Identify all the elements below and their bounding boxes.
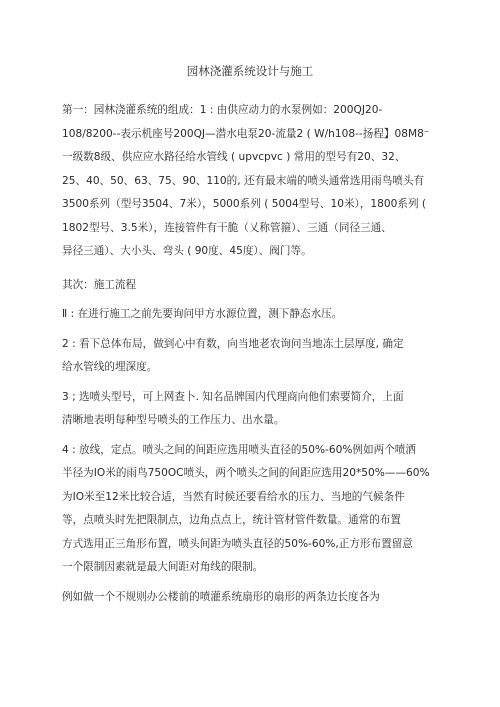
document-body <box>62 99 452 609</box>
text-line: 第一：园林浇灌系统的组成：1 : 由供应动力的水泵例如：200QJ20- <box>62 104 383 116</box>
text-line: 一级数8级、供应应水路径给水管线 ( upvcpvc ) 常用的型号有20、32、 <box>62 151 406 163</box>
paragraph-example <box>62 586 452 610</box>
paragraph-step-2 <box>62 333 452 380</box>
text-line: 等，点喷头时先把限制点，边角点点上，统计管材管件数量。通常的布置 <box>62 514 401 526</box>
text-line: 4 : 放线，定点。喷头之间的间距应选用喷头直径的50%-60%例如两个喷洒 <box>62 443 416 456</box>
text-line: 25、40、50、63、75、90、110的, 还有最末端的喷头通常选用雨鸟喷头有 <box>62 174 425 187</box>
text-line: 异径三通）、大小头、弯头 ( 90度、45度）、阀门等。 <box>62 245 312 257</box>
document-title: 园林浇灌系统设计与施工 <box>186 64 314 78</box>
text-line: Ⅱ : 在进行施工之前先要询问甲方水源位置，测下静态水压。 <box>62 308 343 320</box>
paragraph-step-3 <box>62 386 452 433</box>
text-line: 3 ; 选喷头型号，可上网查卜. 知名品牌国内代理商向他们索要简介，上面 <box>62 390 404 403</box>
paragraph-step-1 <box>62 303 452 327</box>
text-line: 108/8200--表示机座号200QJ—潜水电泵20-流量2 ( W/h108--扬程】08M8⁻ <box>62 127 430 140</box>
text-line: 其次：施工流程 <box>62 278 137 291</box>
text-line: 1802型号、3.5米），连接管件有干脆（乂称管箍）、三通（同径三通、 <box>62 221 392 234</box>
section-heading-construction-process <box>62 274 452 298</box>
text-line: 3500系列（型号3504、7米），5000系列 ( 5004型号、10米），1800系列 ( <box>62 198 427 210</box>
text-line: 半径为IO米的雨鸟750OC喷头，两个喷头之间的间距应选用20*50%——60% <box>62 467 430 479</box>
text-line: 清晰地表明每种型号喷头的工作压力、出水量。 <box>62 414 285 426</box>
text-line: 方式选用正三角形布置，喷头间距为喷头直径的50%-60%,正方形布置留意 <box>62 537 413 550</box>
text-line: 为IO米至12米比较合适，当然有时候还要看给水的压力、当地的气候条件 <box>62 490 405 503</box>
text-line: 例如做一个不规则办公楼前的喷灌系统扇形的扇形的两条边长度各为 <box>62 590 380 603</box>
text-line: 给水管线的埋深度。 <box>62 361 158 373</box>
text-line: 2 : 看下总体布局，做到心中有数，向当地老农询问当地冻土层厚度, 确定 <box>62 337 404 350</box>
text-line: 一个限制因素就是最大间距对角线的限制。 <box>62 561 264 573</box>
paragraph-step-4 <box>62 439 452 580</box>
paragraph-system-components <box>62 99 452 264</box>
